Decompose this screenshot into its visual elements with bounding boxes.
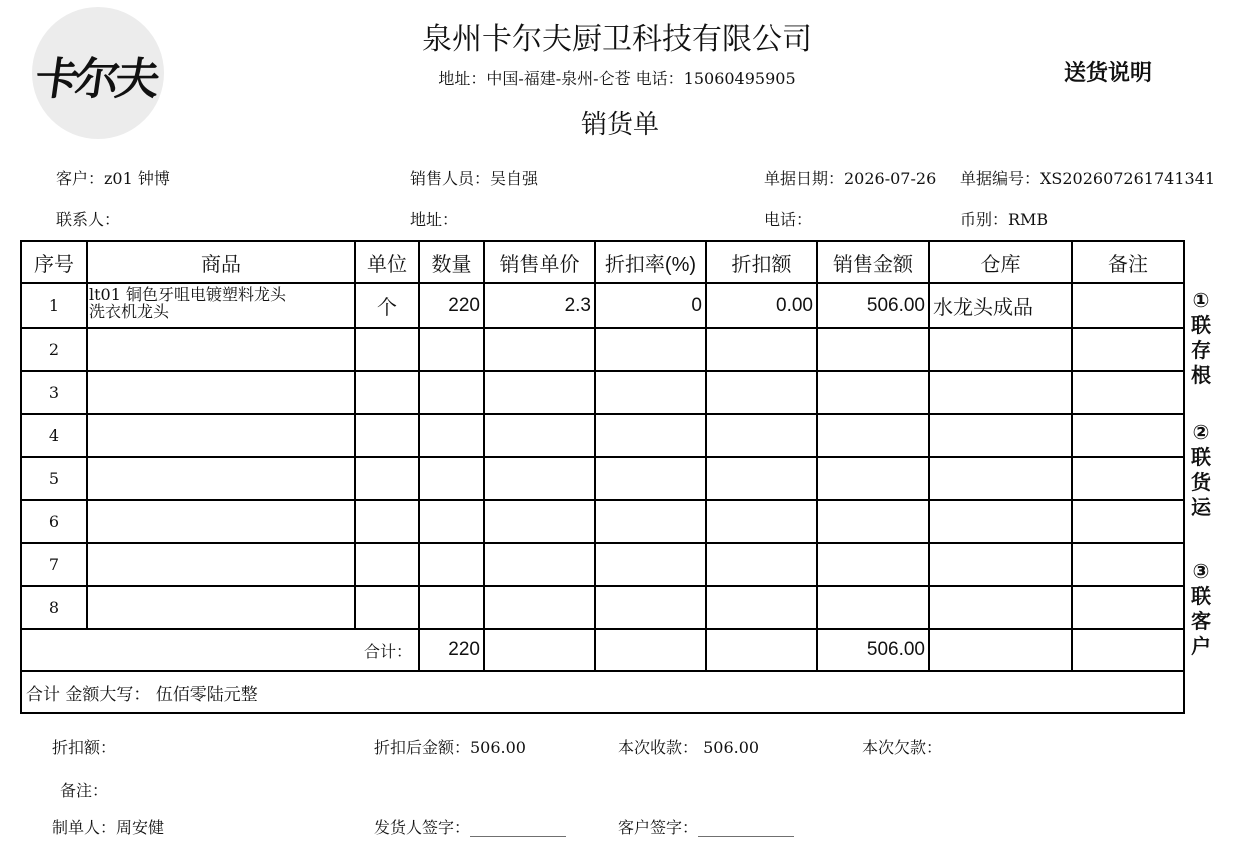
row-no: 2 (21, 328, 87, 371)
row-warehouse (929, 586, 1072, 629)
customer-field: 客户：z01 钟博 (56, 169, 170, 188)
row-unit (355, 586, 419, 629)
row-remark (1072, 328, 1184, 371)
row-warehouse (929, 500, 1072, 543)
row-no: 5 (21, 457, 87, 500)
phone-field: 电话： (764, 210, 813, 229)
copy-char: 户 (1191, 634, 1211, 658)
row-remark (1072, 586, 1184, 629)
copy-label-shipping (1186, 420, 1216, 520)
document-number-field: 单据编号：XS202607261741341 (960, 169, 1216, 188)
row-sales-amount (817, 371, 929, 414)
row-discount-amount: 0.00 (706, 283, 817, 328)
row-quantity (419, 457, 484, 500)
row-quantity: 220 (419, 283, 484, 328)
copy-label-customer (1186, 559, 1216, 659)
contact-field: 联系人： (56, 210, 121, 229)
currency-field: 币别：RMB (960, 210, 1049, 229)
footer-remark: 备注： (60, 781, 109, 800)
column-header-unit: 单位 (355, 241, 419, 283)
total-label: 合计： (21, 629, 419, 671)
row-sales-amount: 506.00 (817, 283, 929, 328)
total-empty (706, 629, 817, 671)
copy-char: 运 (1191, 495, 1211, 519)
row-product (87, 414, 355, 457)
column-header-product: 商品 (87, 241, 355, 283)
row-discount-amount (706, 500, 817, 543)
row-product (87, 371, 355, 414)
table-row (21, 543, 1184, 586)
sales-items-table (20, 240, 1185, 714)
row-no: 4 (21, 414, 87, 457)
copy-char: 客 (1191, 609, 1211, 633)
row-remark (1072, 414, 1184, 457)
company-logo (32, 7, 164, 139)
row-warehouse (929, 414, 1072, 457)
table-row (21, 283, 1184, 328)
row-sales-amount (817, 586, 929, 629)
row-warehouse (929, 371, 1072, 414)
row-discount-rate (595, 457, 706, 500)
delivery-note-label: 送货说明 (1064, 61, 1153, 86)
row-quantity (419, 414, 484, 457)
row-remark (1072, 457, 1184, 500)
row-product (87, 328, 355, 371)
row-discount-rate: 0 (595, 283, 706, 328)
row-quantity (419, 328, 484, 371)
row-remark (1072, 500, 1184, 543)
row-discount-amount (706, 414, 817, 457)
copy-char: 存 (1191, 338, 1211, 362)
row-discount-amount (706, 543, 817, 586)
logo-text: 卡尔夫 (32, 54, 159, 105)
row-discount-amount (706, 371, 817, 414)
address-field: 地址： (410, 210, 459, 229)
copy-char: 联 (1191, 313, 1211, 337)
table-row (21, 500, 1184, 543)
row-no: 6 (21, 500, 87, 543)
row-discount-rate (595, 414, 706, 457)
row-unit-price (484, 414, 595, 457)
row-remark (1072, 283, 1184, 328)
row-discount-amount (706, 457, 817, 500)
row-discount-rate (595, 586, 706, 629)
row-sales-amount (817, 457, 929, 500)
copy-char: 根 (1191, 363, 1211, 387)
row-sales-amount (817, 543, 929, 586)
row-unit (355, 414, 419, 457)
column-header-discount-amount: 折扣额 (706, 241, 817, 283)
footer-maker: 制单人：周安健 (52, 818, 165, 837)
column-header-warehouse: 仓库 (929, 241, 1072, 283)
row-sales-amount (817, 414, 929, 457)
footer-customer-signature: 客户签字：____________ (618, 818, 795, 837)
table-row (21, 371, 1184, 414)
row-warehouse (929, 543, 1072, 586)
row-sales-amount (817, 500, 929, 543)
row-discount-rate (595, 500, 706, 543)
row-quantity (419, 500, 484, 543)
total-empty (595, 629, 706, 671)
row-warehouse: 水龙头成品 (929, 283, 1072, 328)
row-unit-price (484, 586, 595, 629)
column-header-unit-price: 销售单价 (484, 241, 595, 283)
row-quantity (419, 543, 484, 586)
footer-after-discount: 折扣后金额：506.00 (374, 738, 526, 757)
table-row (21, 414, 1184, 457)
column-header-no: 序号 (21, 241, 87, 283)
column-header-sales-amount: 销售金额 (817, 241, 929, 283)
total-quantity: 220 (419, 629, 484, 671)
row-discount-amount (706, 586, 817, 629)
row-warehouse (929, 328, 1072, 371)
company-name: 泉州卡尔夫厨卫科技有限公司 (422, 22, 812, 57)
row-unit-price (484, 328, 595, 371)
column-header-discount-rate: 折扣率(%) (595, 241, 706, 283)
row-product-line2: 洗衣机龙头 (89, 302, 170, 321)
row-quantity (419, 371, 484, 414)
row-warehouse (929, 457, 1072, 500)
row-unit (355, 543, 419, 586)
total-amount: 506.00 (817, 629, 929, 671)
company-address: 地址：中国-福建-泉州-仑苍 电话：15060495905 (438, 69, 796, 88)
row-remark (1072, 543, 1184, 586)
row-product (87, 457, 355, 500)
footer-shipper-signature: 发货人签字：____________ (374, 818, 567, 837)
footer-received: 本次收款： 506.00 (618, 738, 760, 757)
total-empty (929, 629, 1072, 671)
row-remark (1072, 371, 1184, 414)
row-unit (355, 457, 419, 500)
document-title: 销货单 (580, 110, 659, 140)
row-discount-rate (595, 328, 706, 371)
row-product-line1: lt01 铜色牙咀电镀塑料龙头 (89, 285, 286, 304)
table-row (21, 457, 1184, 500)
document-date-field: 单据日期：2026-07-26 (764, 169, 937, 188)
row-unit (355, 371, 419, 414)
footer-owed: 本次欠款： (862, 738, 943, 757)
table-row (21, 586, 1184, 629)
column-header-remark: 备注 (1072, 241, 1184, 283)
copy-char: 联 (1191, 584, 1211, 608)
row-product (87, 543, 355, 586)
row-no: 1 (21, 283, 87, 328)
copy-number-3: ③ (1192, 559, 1210, 583)
total-empty (1072, 629, 1184, 671)
row-unit-price: 2.3 (484, 283, 595, 328)
row-no: 3 (21, 371, 87, 414)
amount-in-words-row (21, 671, 1184, 713)
row-discount-amount (706, 328, 817, 371)
salesperson-field: 销售人员：吴自强 (410, 169, 539, 188)
amount-in-words: 合计 金额大写： 伍佰零陆元整 (21, 671, 1184, 713)
row-quantity (419, 586, 484, 629)
column-header-quantity: 数量 (419, 241, 484, 283)
copy-char: 联 (1191, 445, 1211, 469)
row-product (87, 586, 355, 629)
footer-discount: 折扣额： (52, 738, 117, 757)
row-no: 8 (21, 586, 87, 629)
row-sales-amount (817, 328, 929, 371)
row-discount-rate (595, 371, 706, 414)
table-row (21, 328, 1184, 371)
row-no: 7 (21, 543, 87, 586)
copy-char: 货 (1191, 470, 1211, 494)
row-unit: 个 (355, 283, 419, 328)
row-unit-price (484, 457, 595, 500)
row-unit-price (484, 500, 595, 543)
row-unit-price (484, 543, 595, 586)
table-total-row (21, 629, 1184, 671)
row-unit (355, 328, 419, 371)
row-unit-price (484, 371, 595, 414)
row-discount-rate (595, 543, 706, 586)
copy-label-stub (1186, 288, 1216, 388)
row-unit (355, 500, 419, 543)
row-product (87, 283, 355, 328)
copy-number-1: ① (1192, 288, 1210, 312)
table-header-row (21, 241, 1184, 283)
row-product (87, 500, 355, 543)
copy-number-2: ② (1192, 420, 1210, 444)
total-empty (484, 629, 595, 671)
